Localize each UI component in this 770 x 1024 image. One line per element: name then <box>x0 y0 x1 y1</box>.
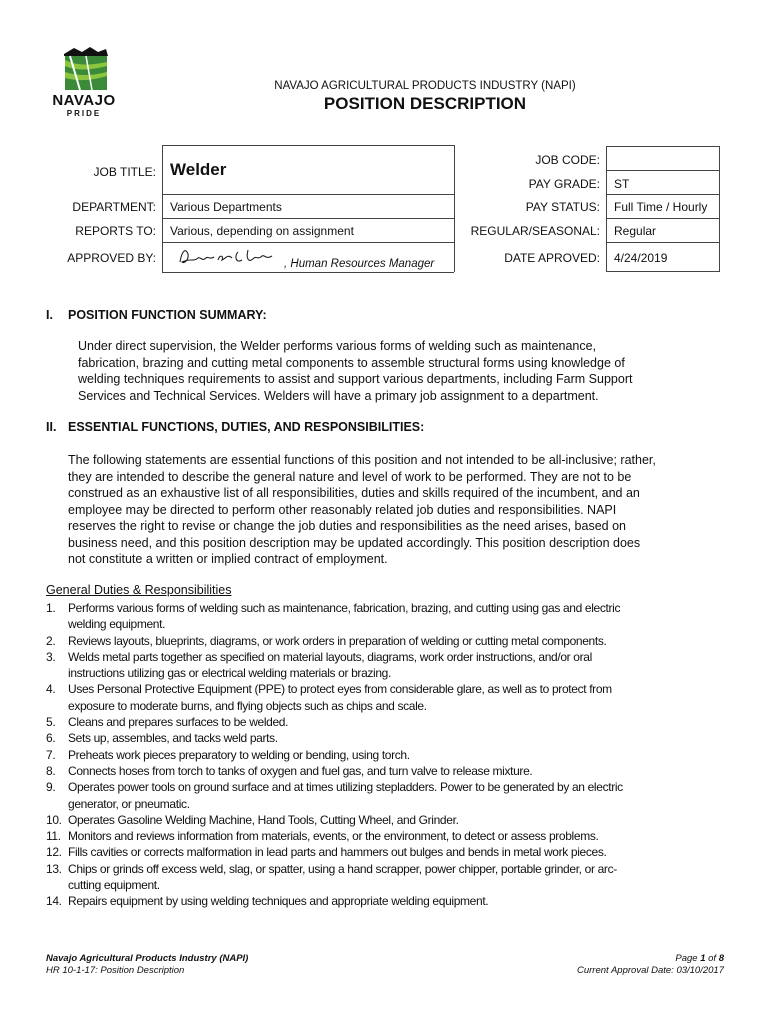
list-item <box>46 714 726 730</box>
list-item-text: Monitors and reviews information from materials, events, or the environment, to detect or assess problems. <box>68 829 599 844</box>
list-item-text: Reviews layouts, blueprints, diagrams, or work orders in preparation of welding or cutting metal components. <box>68 633 607 648</box>
list-item-text: instructions utilizing gas or electrical welding materials or brazing. <box>68 666 391 681</box>
list-item-number: 1. <box>46 601 56 615</box>
general-duties-title: General Duties & Responsibilities <box>46 583 232 597</box>
list-item-text: Connects hoses from torch to tanks of oxygen and fuel gas, and turn valve to release mixture. <box>68 763 533 778</box>
list-item-number: 10. <box>46 812 62 827</box>
section-1-heading: POSITION FUNCTION SUMMARY: <box>68 308 267 322</box>
list-item-text: Chips or grinds off excess weld, slag, or spatter, using a hand scrapper, power chipper, portable grinder, or arc- <box>68 861 617 876</box>
list-item-number: 13. <box>46 861 62 876</box>
list-item <box>46 649 726 682</box>
list-item-text: Fills cavities or corrects malformation in lead parts and hammers out bulges and bends in metal work pieces. <box>68 845 607 860</box>
list-item-text: Welds metal parts together as specified on material layouts, diagrams, work order instructions, and/or oral <box>68 649 592 664</box>
approved-by-label: APPROVED BY: <box>67 251 156 265</box>
list-item <box>46 600 726 633</box>
footer-left <box>46 953 248 977</box>
list-item-number: 11. <box>46 829 61 844</box>
list-item-text: generator, or pneumatic. <box>68 796 190 811</box>
list-item-number: 7. <box>46 747 56 762</box>
list-item <box>46 633 726 649</box>
list-item <box>46 893 726 909</box>
reports-to-value: Various, depending on assignment <box>170 224 354 238</box>
duties-list <box>46 600 726 910</box>
logo-subtitle: PRIDE <box>66 109 102 118</box>
list-item-number: 8. <box>46 763 56 778</box>
date-approved-value: 4/24/2019 <box>614 251 668 265</box>
job-title-value: Welder <box>170 160 227 179</box>
regular-seasonal-value: Regular <box>614 224 657 238</box>
date-approved-label: DATE APROVED: <box>504 251 600 265</box>
footer-org: Navajo Agricultural Products Industry (NAPI) <box>46 953 249 964</box>
list-item-text: Uses Personal Protective Equipment (PPE) to protect eyes from considerable glare, as well as to protect from <box>68 682 612 697</box>
list-item-number: 9. <box>46 780 56 795</box>
footer-page-number: Page 1 of 8 <box>675 953 724 964</box>
list-item-text: exposure to moderate burns, and flying objects such as chips and scale. <box>68 698 427 713</box>
list-item-number: 12. <box>46 845 62 860</box>
pay-grade-value: ST <box>614 177 630 191</box>
pay-status-value: Full Time / Hourly <box>614 200 708 214</box>
logo-wordmark: NAVAJO <box>52 92 116 109</box>
department-label: DEPARTMENT: <box>72 200 156 214</box>
signature-icon <box>176 244 284 270</box>
reports-to-label: REPORTS TO: <box>75 224 156 238</box>
list-item-number: 3. <box>46 649 56 664</box>
list-item <box>46 747 726 763</box>
footer-right <box>480 953 724 977</box>
pay-status-label: PAY STATUS: <box>525 200 600 214</box>
list-item-text: cutting equipment. <box>68 878 160 893</box>
pay-grade-label: PAY GRADE: <box>528 177 600 191</box>
list-item-text: Preheats work pieces preparatory to welding or bending, using torch. <box>68 747 410 762</box>
list-item-number: 6. <box>46 731 56 746</box>
list-item <box>46 828 726 844</box>
department-value: Various Departments <box>170 200 282 214</box>
section-1-body: Under direct supervision, the Welder performs various forms of welding such as maintenance, fabrication, brazing and cutting metal components to assemble structural forms using knowledge of welding techniques requirements to assist and support various departments, including Farm Support Services and Technical Services. Welders will have a primary job assignment to a department. <box>78 339 633 403</box>
section-2-heading: ESSENTIAL FUNCTIONS, DUTIES, AND RESPONSIBILITIES: <box>68 420 425 434</box>
regular-seasonal-label: REGULAR/SEASONAL: <box>470 224 600 238</box>
organization-name: NAVAJO AGRICULTURAL PRODUCTS INDUSTRY (NAPI) <box>274 80 576 92</box>
list-item-number: 14. <box>46 894 62 909</box>
approved-by-suffix: , Human Resources Manager <box>284 258 435 270</box>
list-item <box>46 861 726 894</box>
list-item <box>46 812 726 828</box>
list-item <box>46 730 726 746</box>
section-1-number: I. <box>46 308 53 322</box>
list-item-number: 4. <box>46 682 56 697</box>
list-item <box>46 763 726 779</box>
list-item-text: Repairs equipment by using welding techniques and appropriate welding equipment. <box>68 894 489 909</box>
list-item-text: Performs various forms of welding such as maintenance, fabrication, brazing, and cutting using gas and electric <box>68 601 621 615</box>
list-item-text: Operates power tools on ground surface and at times utilizing stepladders. Power to be generated by an electric <box>68 780 623 795</box>
list-item <box>46 844 726 860</box>
list-item-text: Cleans and prepares surfaces to be welded. <box>68 715 289 730</box>
list-item-text: welding equipment. <box>68 617 166 632</box>
job-code-label: JOB CODE: <box>535 153 600 167</box>
footer-approval-date: Current Approval Date: 03/10/2017 <box>577 965 724 976</box>
list-item-text: Operates Gasoline Welding Machine, Hand Tools, Cutting Wheel, and Grinder. <box>68 812 459 827</box>
list-item-text: Sets up, assembles, and tacks weld parts. <box>68 731 278 746</box>
list-item <box>46 681 726 714</box>
section-2-number: II. <box>46 420 57 434</box>
section-2-body: The following statements are essential functions of this position and not intended to be all-inclusive; rather, they are intended to describe the general nature and level of work to be performed. They are not to be construed as an exhaustive list of all responsibilities, duties and skills required of the incumbent, and an employee may be directed to perform other reasonably related job duties and responsibilities. NAPI reserves the right to revise or change the job duties and responsibilities as the need arises, based on business need, and this position description may be updated accordingly. This position description does not constitute a written or implied contract of employment. <box>68 453 656 566</box>
list-item <box>46 779 726 812</box>
list-item-number: 2. <box>46 633 56 648</box>
job-title-label: JOB TITLE: <box>93 165 156 179</box>
document-title: POSITION DESCRIPTION <box>323 94 527 113</box>
footer-doc-id: HR 10-1-17: Position Description <box>46 965 185 976</box>
list-item-number: 5. <box>46 715 56 730</box>
